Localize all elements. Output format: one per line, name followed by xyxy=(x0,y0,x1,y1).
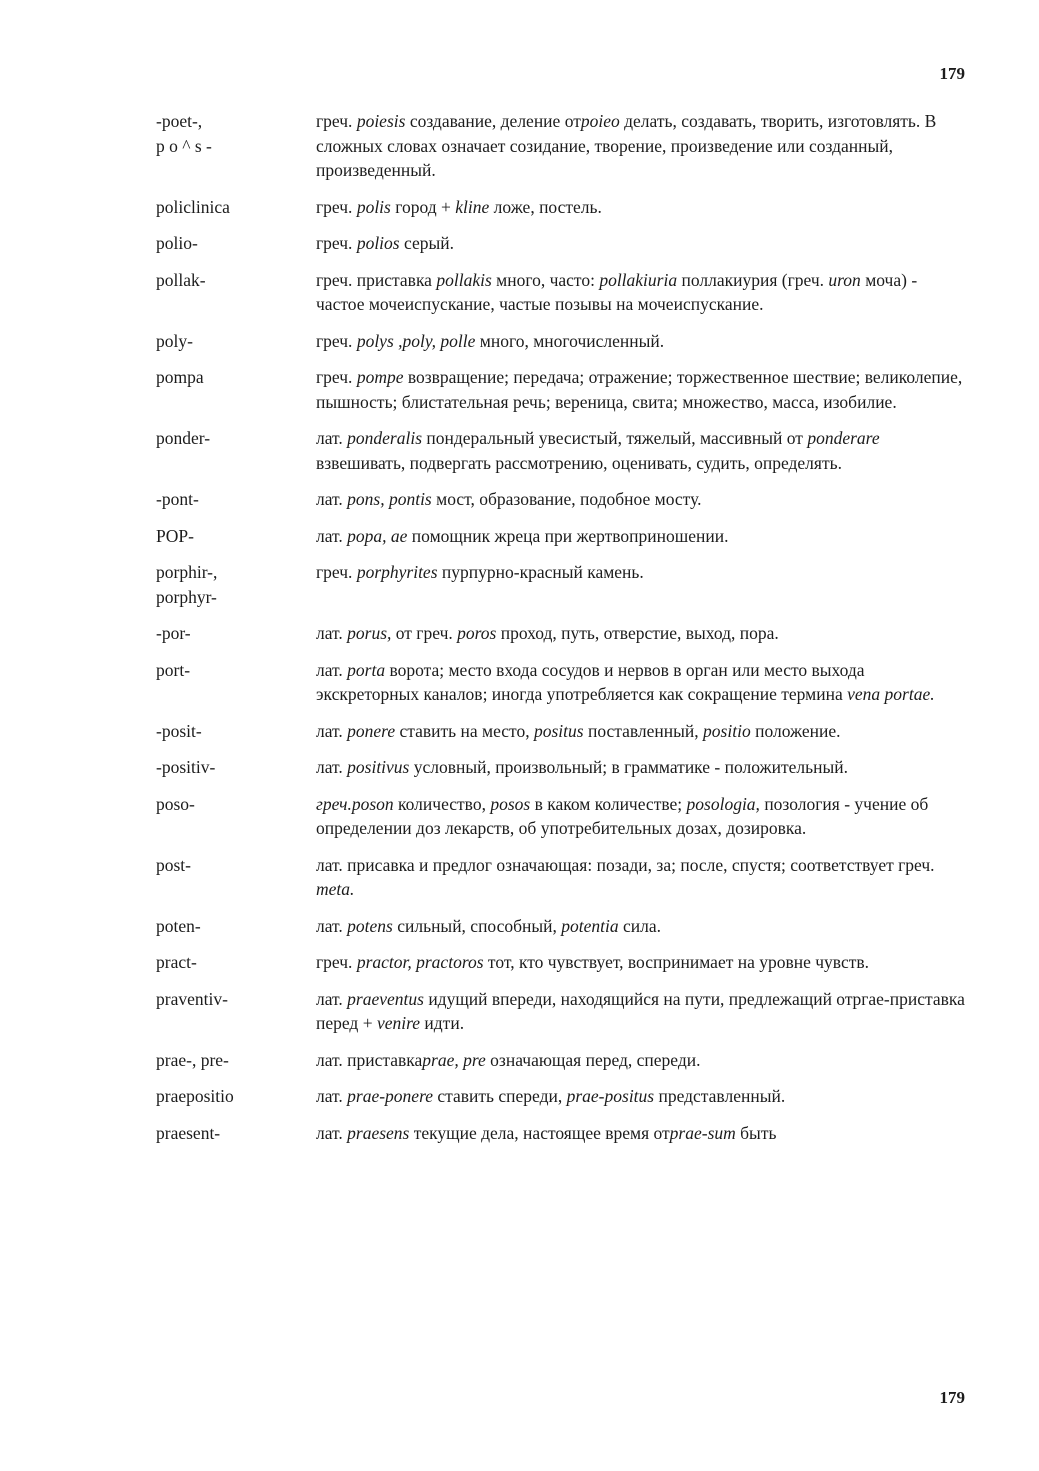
definition-text: греч. xyxy=(316,111,357,131)
definition-text: положение. xyxy=(750,720,841,741)
dictionary-entry xyxy=(156,1084,966,1109)
definition-text: идущий впереди, находящийся на пути, предлежащий отpгае-приставка перед + xyxy=(316,988,965,1033)
entry-definition xyxy=(316,524,966,549)
definition-text: сильный, способный, xyxy=(392,915,562,936)
entry-term: poly- xyxy=(156,330,193,351)
definition-text: греч. приставка xyxy=(316,269,437,290)
entry-term: pract- xyxy=(156,952,197,972)
dictionary-entry xyxy=(156,365,966,414)
definition-text: от греч. xyxy=(391,623,458,643)
definition-text: лат. присавка и предлог означающая: позади, за; после, спустя; соответствует греч. xyxy=(316,854,935,875)
entry-definition xyxy=(316,950,966,975)
dictionary-entry xyxy=(156,329,966,354)
definition-italic-term: kline xyxy=(455,196,490,217)
definition-italic-term: positus xyxy=(533,720,584,741)
definition-italic-term: pollakis xyxy=(436,269,492,290)
page-number-top: 179 xyxy=(939,64,965,83)
definition-text: лат. xyxy=(316,489,348,509)
entry-term: praventiv- xyxy=(156,988,228,1009)
definition-text: лат. xyxy=(316,428,348,448)
definition-italic-term: posos xyxy=(490,793,531,814)
definition-text: греч. xyxy=(316,562,357,582)
entry-term: praesent- xyxy=(156,1122,221,1143)
dictionary-entry xyxy=(156,719,966,744)
definition-text: мост, образование, подобное мосту. xyxy=(431,489,702,509)
entry-term: -poet-, p o ^ s - xyxy=(156,111,212,156)
definition-text: создавание, деление от xyxy=(405,111,581,131)
entry-definition xyxy=(316,560,966,609)
entry-definition xyxy=(316,231,966,256)
entry-definition xyxy=(316,755,966,780)
definition-text: лат. xyxy=(316,1122,348,1143)
definition-italic-term: meta. xyxy=(316,879,355,899)
entry-term: poten- xyxy=(156,915,201,936)
dictionary-entry xyxy=(156,109,966,183)
definition-text: ворота; место входа сосудов и нервов в орган или место выхода экскреторных каналов; иногда употребляется как сокращение термина xyxy=(316,659,865,704)
entry-term: prae-, pre- xyxy=(156,1049,229,1070)
entry-definition xyxy=(316,329,966,354)
dictionary-entry xyxy=(156,1121,966,1146)
definition-text: греч. xyxy=(316,330,357,351)
definition-text: лат. xyxy=(316,988,348,1009)
definition-italic-term: polis xyxy=(356,196,391,217)
definition-text: пондеральный увесистый, тяжелый, массивный от xyxy=(422,428,808,448)
definition-italic-term: porus, xyxy=(347,623,392,643)
entry-definition xyxy=(316,109,966,183)
entry-definition xyxy=(316,853,966,902)
dictionary-entry xyxy=(156,268,966,317)
dictionary-entry xyxy=(156,487,966,512)
definition-text: лат. xyxy=(316,659,348,680)
dictionary-entries xyxy=(156,109,966,1157)
definition-text: моча) - частое мочеиспускание, частые позывы на мочеиспускание. xyxy=(316,269,918,314)
dictionary-entry xyxy=(156,755,966,780)
page-number-bottom: 179 xyxy=(939,1388,965,1407)
definition-italic-term: prae-sum xyxy=(669,1122,736,1143)
definition-text: ставить на место, xyxy=(395,720,534,741)
entry-definition xyxy=(316,365,966,414)
entry-definition xyxy=(316,914,966,939)
entry-term: poso- xyxy=(156,793,195,814)
definition-text: текущие дела, настоящее время от xyxy=(409,1122,670,1143)
definition-text: лат. xyxy=(316,623,348,643)
definition-italic-term: poros xyxy=(457,623,497,643)
entry-term: -posit- xyxy=(156,720,202,741)
entry-term: pollak- xyxy=(156,269,206,290)
definition-text: проход, путь, отверстие, выход, пора. xyxy=(496,623,779,643)
definition-text: тот, кто чувствует, воспринимает на уровне чувств. xyxy=(483,952,870,972)
definition-text: греч. xyxy=(316,952,357,972)
definition-italic-term: posologia, xyxy=(686,793,760,814)
definition-italic-term: pompe xyxy=(356,367,404,387)
definition-text: условный, произвольный; в грамматике - положительный. xyxy=(409,757,848,777)
definition-text: позология - учение об определении доз лекарств, об употребительных дозах, дозировка. xyxy=(316,793,929,838)
definition-text: означающая перед, спереди. xyxy=(485,1049,701,1070)
definition-italic-term: ponderalis xyxy=(347,428,423,448)
definition-text: много, многочисленный. xyxy=(475,330,665,351)
entry-definition xyxy=(316,658,966,707)
definition-italic-term: pons, pontis xyxy=(347,489,432,509)
dictionary-entry xyxy=(156,914,966,939)
definition-italic-term: positio xyxy=(703,720,751,741)
definition-text: поставленный, xyxy=(583,720,704,741)
definition-text: представленный. xyxy=(654,1086,786,1106)
definition-text: поллакиурия (греч. xyxy=(677,269,829,290)
definition-italic-term: venire xyxy=(376,1013,421,1033)
dictionary-entry xyxy=(156,195,966,220)
entry-definition xyxy=(316,1121,966,1146)
definition-italic-term: praesens xyxy=(347,1122,410,1143)
entry-term: porphir-, porphyr- xyxy=(156,562,218,607)
definition-text: лат. xyxy=(316,1086,348,1106)
definition-italic-term: potens xyxy=(347,915,393,936)
entry-term: port- xyxy=(156,659,191,680)
definition-italic-term: prae-ponere xyxy=(347,1086,433,1106)
dictionary-entry xyxy=(156,524,966,549)
definition-text: лат. xyxy=(316,525,348,546)
dictionary-entry xyxy=(156,792,966,841)
dictionary-entry xyxy=(156,231,966,256)
definition-text: лат. xyxy=(316,915,348,936)
entry-definition xyxy=(316,719,966,744)
dictionary-entry xyxy=(156,987,966,1036)
entry-definition xyxy=(316,792,966,841)
definition-text: ложе, постель. xyxy=(489,196,602,217)
dictionary-entry xyxy=(156,621,966,646)
entry-term: policlinica xyxy=(156,196,230,217)
definition-italic-term: polys ,poly, polle xyxy=(356,330,476,351)
entry-definition xyxy=(316,426,966,475)
definition-text: помощник жреца при жертвоприношении. xyxy=(407,525,729,546)
definition-text: греч. xyxy=(316,196,357,217)
entry-term: POP- xyxy=(156,525,194,546)
definition-italic-term: pollakiuria xyxy=(599,269,678,290)
definition-text: лат. xyxy=(316,720,348,741)
entry-term: -positiv- xyxy=(156,757,216,777)
definition-text: возвращение; передача; отражение; торжественное шествие; великолепие, пышность; блистательная речь; вереница, свита; множество, масса, изобилие. xyxy=(316,367,963,412)
entry-definition xyxy=(316,487,966,512)
entry-definition xyxy=(316,987,966,1036)
definition-italic-term: popa, ae xyxy=(347,525,408,546)
definition-italic-term: practor, practoros xyxy=(356,952,484,972)
entry-term: -por- xyxy=(156,623,191,643)
dictionary-entry xyxy=(156,426,966,475)
definition-italic-term: positivus xyxy=(347,757,410,777)
entry-definition xyxy=(316,195,966,220)
definition-text: делать, создавать, творить, изготовлять. В сложных словах означает созидание, творение, произведение или созданный, произведенный. xyxy=(316,111,937,180)
definition-text: лат. xyxy=(316,757,348,777)
definition-text: сила. xyxy=(618,915,662,936)
definition-italic-term: porphyrites xyxy=(356,562,438,582)
definition-text: количество, xyxy=(393,793,491,814)
definition-text: идти. xyxy=(420,1013,465,1033)
definition-italic-term: prae, pre xyxy=(422,1049,486,1070)
entry-definition xyxy=(316,1048,966,1073)
entry-term: -pont- xyxy=(156,489,199,509)
entry-definition xyxy=(316,621,966,646)
entry-term: praepositio xyxy=(156,1086,234,1106)
definition-italic-term: ponderare xyxy=(807,428,880,448)
dictionary-entry xyxy=(156,853,966,902)
definition-text: взвешивать, подвергать рассмотрению, оценивать, судить, определять. xyxy=(316,452,842,473)
definition-text: быть xyxy=(735,1122,777,1143)
entry-term: ponder- xyxy=(156,428,211,448)
entry-definition xyxy=(316,268,966,317)
dictionary-entry xyxy=(156,1048,966,1073)
definition-text: много, часто: xyxy=(491,269,600,290)
definition-italic-term: греч.poson xyxy=(316,793,394,814)
definition-italic-term: poieo xyxy=(580,111,620,131)
definition-italic-term: prae-positus xyxy=(566,1086,655,1106)
definition-text: город + xyxy=(390,196,456,217)
definition-text: в каком количестве; xyxy=(530,793,687,814)
definition-text: лат. приставка xyxy=(316,1049,423,1070)
definition-italic-term: uron xyxy=(828,269,861,290)
entry-term: polio- xyxy=(156,233,198,253)
definition-italic-term: praeventus xyxy=(347,988,424,1009)
definition-italic-term: polios xyxy=(356,233,400,253)
dictionary-entry xyxy=(156,560,966,609)
definition-text: ставить спереди, xyxy=(433,1086,567,1106)
entry-definition xyxy=(316,1084,966,1109)
definition-italic-term: vena portae. xyxy=(847,684,935,704)
definition-text: греч. xyxy=(316,233,357,253)
entry-term: pompa xyxy=(156,367,204,387)
dictionary-entry xyxy=(156,950,966,975)
definition-italic-term: ponere xyxy=(347,720,396,741)
entry-term: post- xyxy=(156,854,191,875)
definition-italic-term: potentia xyxy=(561,915,619,936)
definition-text: серый. xyxy=(399,233,454,253)
definition-text: пурпурно-красный камень. xyxy=(437,562,644,582)
definition-italic-term: poiesis xyxy=(356,111,406,131)
definition-text: греч. xyxy=(316,367,357,387)
definition-italic-term: porta xyxy=(347,659,386,680)
dictionary-entry xyxy=(156,658,966,707)
